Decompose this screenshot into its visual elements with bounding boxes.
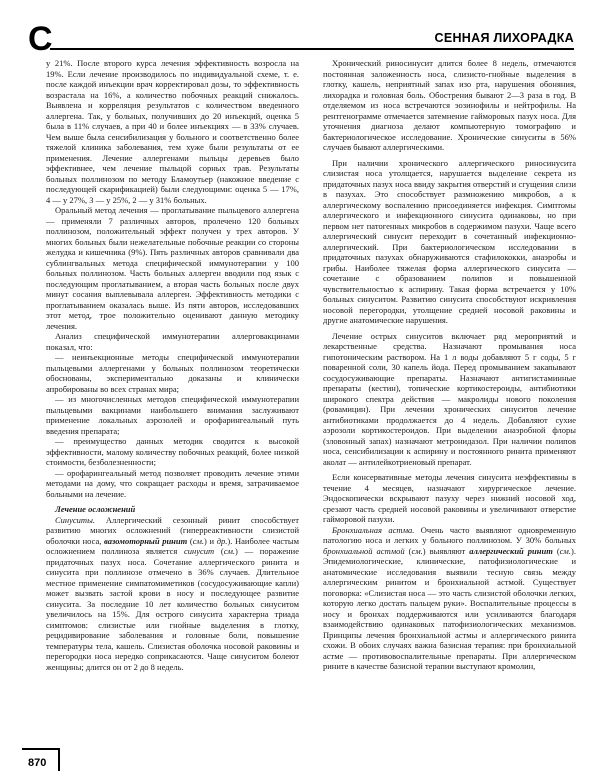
- running-title: СЕННАЯ ЛИХОРАДКА: [434, 31, 574, 45]
- text-run: ). Наиболее частым осложнением поллиноза является: [46, 535, 299, 556]
- text-run: ). Эпидемиологические, клинические, патофизиологические и анатомические исследования выявили тесную связь между аллергическим ринитом и бронхиальной астмой. Существует поговорка: «Слизистая носа — это часть слизистой оболочки легких, которую легко достать пальцем руки». Воспалительные процессы в носу и бронхах поддерживаются или усиливаются благодаря взаимодействию одинаковых патофизиологических механизмов. Принципы лечения бронхиальной астмы и аллергического ринита схожи. В обоих случаях важна базисная терапия: при бронхиальной астме — противовоспалительные препараты. При аллергическом рините в качестве базисной терапии выступают кромолин,: [323, 545, 576, 671]
- text-run: (: [214, 546, 224, 556]
- cross-reference-marker: см.: [559, 545, 571, 556]
- cross-reference-marker: см.: [223, 546, 236, 556]
- list-item: — орофарингеальный метод позволяет проводить лечение этими методами на дому, что сокращает расходы и время, затрачиваемое больными на лечение.: [46, 467, 299, 499]
- section-subheading: Лечение осложнений: [55, 504, 136, 514]
- abbreviation: др.: [216, 535, 228, 546]
- text-run: Очень часто выявляют одновременную патологию носа и легких у больного поллинозом. У 30% больных: [323, 524, 576, 545]
- paragraph: [323, 525, 576, 672]
- run-in-heading: Синуситы.: [55, 514, 95, 525]
- paragraph: у 21%. После второго курса лечения эффективность возросла на 19%. Если лечение производилось по индивидуальной схеме, т. е. после каждой инъекции врач корректировал дозы, то эффективность возрастала на 16%, а количество побочных реакций снижалось. Выявлена и корреляция результатов с количеством введенного аллергена. Так, у больных, получивших до 20 инъекций, оценка 5 была в 11% случаев, а при 40 и более инъекциях — в 33% случаев. Чем выше была сенсибилизация у больного и соответственно более тяжелой клиника заболевания, тем хуже были результаты от ее применения. Лечение аллергенами пыльцы деревьев было эффективнее, чем лечение пыльцой сорных трав. Результаты больных поллинозом по методу Бламоутьер (накожное введение с последующей скарификацией) были следующими: оценка 5 — 17%, 4 — у 27%, 3 — у 25%, 2 — у 31% больных.: [46, 58, 299, 205]
- cross-reference-marker: см.: [411, 545, 423, 556]
- text-run: (: [404, 545, 412, 556]
- paragraph: [46, 515, 299, 673]
- paragraph: Хронический риносинусит длится более 8 недель, отмечаются постоянная заложенность носа, слизисто-гнойные выделения в глотку, кашель, неприятный запах изо рта, нарушения обоняния, лихорадка и головная боль. Обострения бывают 2—3 раза в год. В отделяемом из носа встречаются эозинофилы и нейтрофилы. На рентгенограмме отмечается затемнение гайморовых пазух носа. Для уточнения диагноза делают компьютерную томографию и бактериологическое исследование. Хронические синуситы в 56% случаев бывают аллергическими.: [323, 58, 576, 152]
- header-rule: [50, 48, 574, 50]
- paragraph: Если консервативные методы лечения синусита неэффективны в течение 4 месяцев, назначают хирургическое лечение. Эндоскопически вскрывают пазуху через нижний носовой ход, срезают часть средней носовой раковины и увеличивают отверстие гайморовой пазухи.: [323, 472, 576, 524]
- list-item: — из многочисленных методов специфической иммунотерапии пыльцевыми вакцинами наибольшего внимания заслуживают применение локальных аэрозолей и орофарингеальный путь введения препарата;: [46, 394, 299, 436]
- text-run: (: [187, 535, 193, 546]
- cross-reference: аллергический ринит: [469, 545, 553, 556]
- paragraph: Оральный метод лечения — проглатывание пыльцевого аллергена — применяли 7 различных авторов, пролечено 120 больных поллинозом, положительный эффект получен у трех авторов. У многих больных были нежелательные побочные реакции со стороны желудка и кишечника (9%). Пять различных авторов сравнивали два сублингвальных метода специфической иммунотерапии у 100 больных поллинозом. Часть больных аллерген вводили под язык с последующим проглатыванием, а вторая часть больных после двух минут сосания выплевывала аллерген. Эффективность методики с проглатыванием оказалась выше. Из пяти авторов, исследовавших этот метод, трое положительно оценивают данную методику лечения.: [46, 205, 299, 331]
- cross-reference: вазомоторный ринит: [104, 535, 188, 546]
- section-letter: С: [28, 20, 53, 58]
- text-run: Аллергический сезонный ринит способствует развитию многих осложнений (гиперреактивности слизистой оболочки носа,: [46, 514, 299, 546]
- paragraph: Анализ специфической иммунотерапии аллерговакцинами показал, что:: [46, 331, 299, 352]
- list-item: — неинъекционные методы специфической иммунотерапии пыльцевыми аллергенами у больных поллинозом теоретически обоснованы, экспериментально доказаны и клинически апробированы во всех странах мира;: [46, 352, 299, 394]
- paragraph: Лечение острых синуситов включает ряд мероприятий и лекарственные средства. Назначают промывания носа гипотоническим раствором. На 1 л воды добавляют 5 г соды, 5 г поваренной соли, 30 капель йода. Перед промыванием закапывают сосудосуживающие препараты. Назначают антигистаминные препараты (кестин), топические кортикостероиды, антибиотики широкого спектра действия — макролиды нового поколения (ровамицин). При лечении хронических синуситов лечение антибиотиками продолжается до 4 недель. Добавляют сухие аэрозоли кортикостероидов. При выделении анаэробной флоры (зловонный запах) назначают метронидазол. При наличии полипов носа, сенсибилизации к аспирину и постоянного ринита применяют аколат — антилейкотриеновый препарат.: [323, 330, 576, 467]
- cross-reference: синусит: [183, 546, 215, 556]
- list-item: — преимущество данных методик сводится к высокой эффективности, малому количеству побочных реакций, более низкой стоимости, безболезненности;: [46, 436, 299, 467]
- left-column: [46, 58, 299, 723]
- cross-reference-marker: см.: [192, 535, 205, 546]
- text-columns: [46, 58, 576, 723]
- text-run: (: [552, 545, 560, 556]
- paragraph: При наличии хронического аллергического риносинусита слизистая носа утолщается, нарушается выделение секрета из придаточных пазух носа ввиду закрытия отверстий и сгущения слизи в пазухах. Это способствует размножению микробов, а к аллергическому воспалению присоединяется инфекция. Симптомы аллергического и инфекционного синусита одинаковы, но при первом нет патогенных микробов в содержимом пазухи. Чаще всего аллергический синусит переходит в сочетанный инфекционно-аллергический. При бактериологическом исследовании в придаточных пазухах обнаруживаются стафилококки, анаэробы и грибы. Наиболее тяжелая форма аллергического синусита — сочетание с образованием полипов и повышенной чувствительностью к аспирину. Такая форма встречается у 10% больных синуситом. Развитию синусита способствуют искривления носовой перегородки, утолщение средней носовой раковины и другие анатомические нарушения.: [323, 157, 576, 325]
- run-in-heading: Бронхиальная астма.: [332, 524, 415, 535]
- text-run: ) — поражение придаточных пазух носа. Сочетание аллергического ринита и синусита при поллинозе отмечено в 36% случаев. Длительное местное применение симпатомиметиков (сосудосуживающие капли) может вызвать застой крови в носу и последующее развитие синусита. За последние 10 лет количество больных синуситом увеличилось на 15%. Для острого синусита характерна триада симптомов: слизистые или гнойные выделения в глотку, рецидивирование заболевания и головные боли, повышение температуры тела, кашель. Слизистая оболочка носовой раковины и перегородки носа нередко соприкасаются. Чаще синуситом болеют женщины; длится он от 2 до 8 недель.: [46, 546, 299, 672]
- text-run: ) выявляют: [422, 545, 470, 556]
- cross-reference: бронхиальной астмой: [323, 545, 405, 556]
- text-run: ) и: [204, 535, 217, 546]
- page-number-box: [22, 748, 60, 771]
- page-number: 870: [28, 757, 47, 769]
- right-column: [323, 58, 576, 723]
